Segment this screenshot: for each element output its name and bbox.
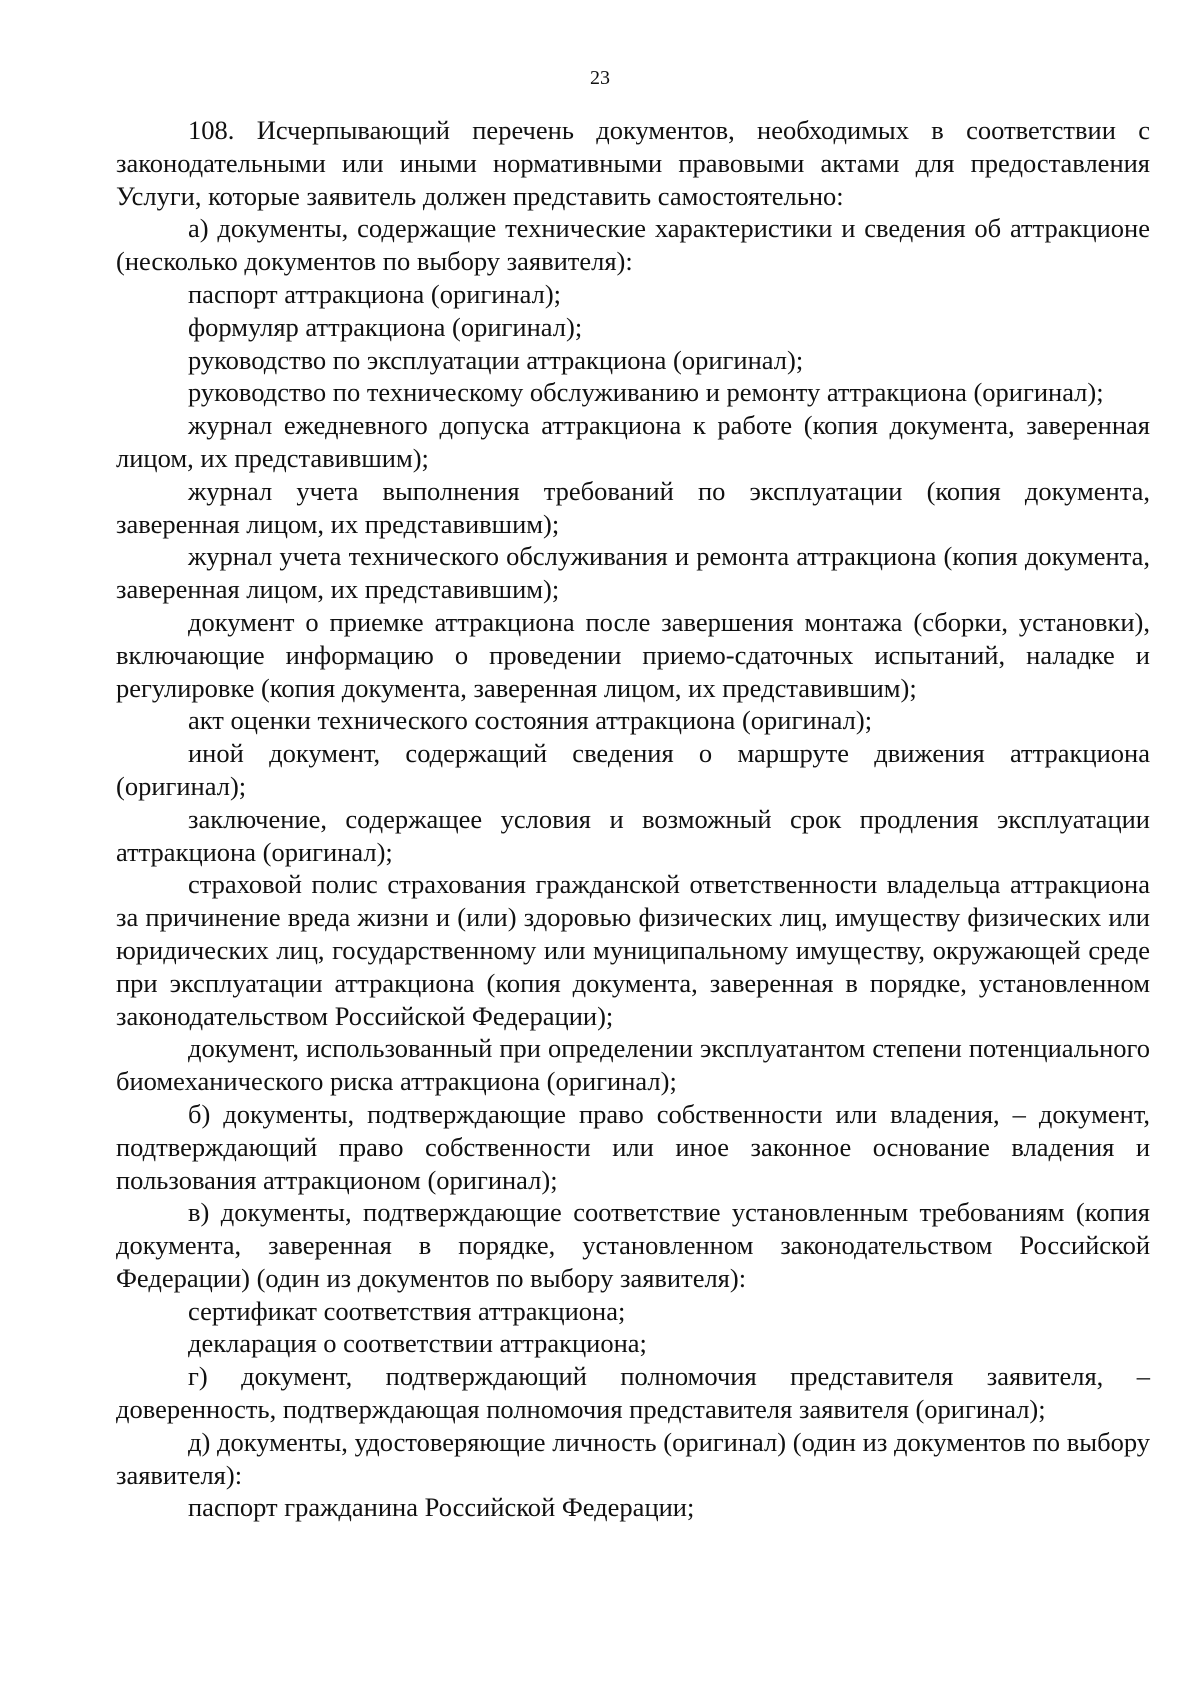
- list-item-condition-act: акт оценки технического состояния аттракциона (оригинал);: [188, 705, 873, 736]
- list-item-declaration: декларация о соответствии аттракциона;: [188, 1328, 647, 1359]
- list-item-extension-conclusion: заключение, содержащее условия и возможный срок продления эксплуатации аттракциона (оригинал);: [116, 803, 1150, 867]
- list-item-insurance-policy: страховой полис страхования гражданской ответственности владельца аттракциона за причинение вреда жизни и (или) здоровью физических лиц, имуществу физических или юридических лиц, государственному или муниципальному имуществу, окружающей среде при эксплуатации аттракциона (копия документа, заверенная в порядке, установленном законодательством Российской Федерации);: [116, 869, 1150, 1031]
- list-item-maintenance-manual: руководство по техническому обслуживанию и ремонту аттракциона (оригинал);: [188, 377, 1104, 408]
- paragraph-item-a: а) документы, содержащие технические характеристики и сведения об аттракционе (несколько документов по выбору заявителя):: [116, 213, 1150, 277]
- paragraph-108-intro: 108. Исчерпывающий перечень документов, необходимых в соответствии с законодательными или иными нормативными правовыми актами для предоставления Услуги, которые заявитель должен представить самостоятельно:: [116, 115, 1150, 211]
- list-item-acceptance-document: документ о приемке аттракциона после завершения монтажа (сборки, установки), включающие информацию о проведении приемо-сдаточных испытаний, наладке и регулировке (копия документа, заверенная лицом, их представившим);: [116, 606, 1150, 703]
- list-item-operation-manual: руководство по эксплуатации аттракциона (оригинал);: [188, 344, 804, 375]
- list-item-certificate: сертификат соответствия аттракциона;: [188, 1295, 626, 1326]
- page-number: 23: [590, 67, 610, 89]
- paragraph-item-v: в) документы, подтверждающие соответствие установленным требованиям (копия документа, заверенная в порядке, установленном законодательством Российской Федерации) (один из документов по выбору заявителя):: [116, 1197, 1150, 1293]
- list-item-maintenance-log: журнал учета технического обслуживания и ремонта аттракциона (копия документа, заверенная лицом, их представившим);: [116, 541, 1150, 605]
- document-body: [116, 114, 1150, 1524]
- paragraph-item-g: г) документ, подтверждающий полномочия представителя заявителя, – доверенность, подтверждающая полномочия представителя заявителя (оригинал);: [116, 1361, 1150, 1425]
- list-item-passport: паспорт аттракциона (оригинал);: [188, 278, 562, 309]
- paragraph-item-b: б) документы, подтверждающие право собственности или владения, – документ, подтверждающий право собственности или иное законное основание владения и пользования аттракционом (оригинал);: [116, 1098, 1150, 1195]
- list-item-formular: формуляр аттракциона (оригинал);: [188, 311, 583, 342]
- list-item-citizen-passport: паспорт гражданина Российской Федерации;: [188, 1492, 695, 1523]
- list-item-route-document: иной документ, содержащий сведения о маршруте движения аттракциона (оригинал);: [116, 738, 1150, 801]
- list-item-risk-document: документ, использованный при определении эксплуатантом степени потенциального биомеханического риска аттракциона (оригинал);: [116, 1033, 1150, 1097]
- paragraph-item-d: д) документы, удостоверяющие личность (оригинал) (один из документов по выбору заявителя):: [116, 1426, 1150, 1490]
- list-item-daily-log: журнал ежедневного допуска аттракциона к работе (копия документа, заверенная лицом, их представившим);: [116, 410, 1150, 473]
- list-item-requirements-log: журнал учета выполнения требований по эксплуатации (копия документа, заверенная лицом, их представившим);: [116, 475, 1150, 539]
